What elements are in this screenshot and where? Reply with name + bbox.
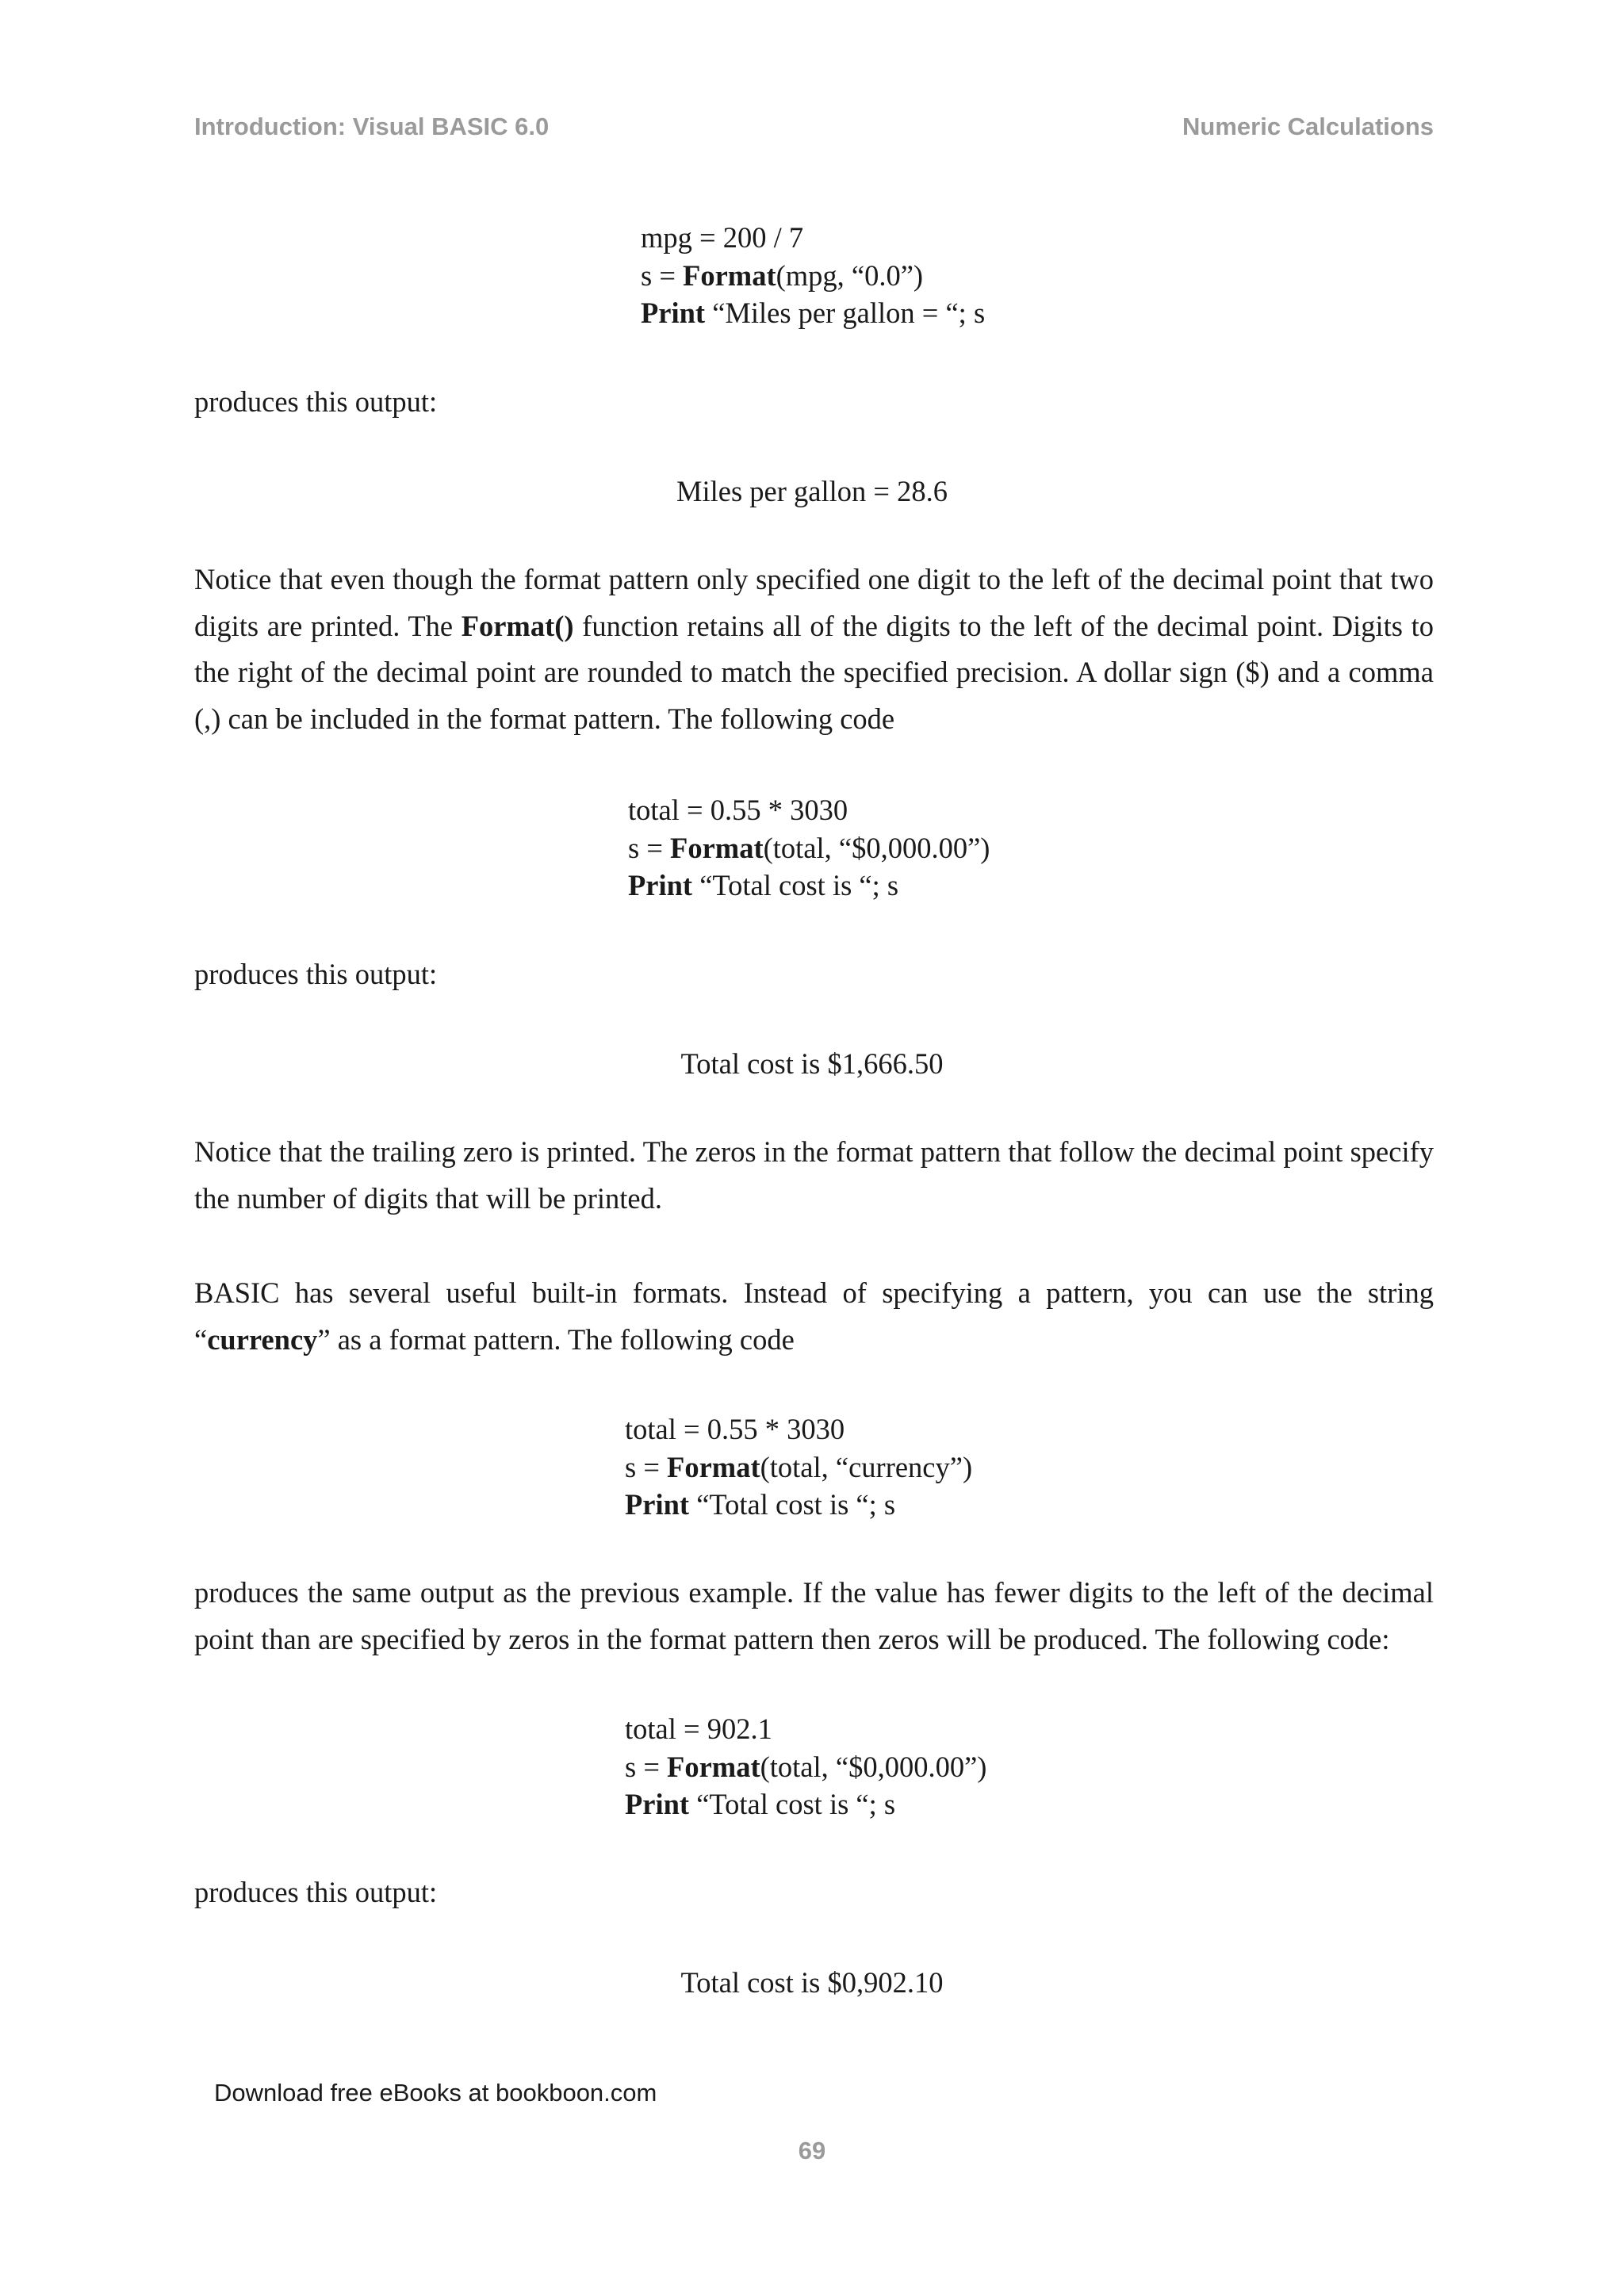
paragraph: Notice that even though the format pattern only specified one digit to the left of the decimal point that two digits are printed. The Format() function retains all of the digits to the left of the decimal point. Digits to the right of the decimal point are rounded to match the specified precision. A dollar sign ($) and a comma (,) can be included in the format pattern. The following code (194, 563, 1434, 735)
code-line: total = 0.55 * 3030 (625, 1413, 845, 1445)
code-line: Print “Miles per gallon = “; s (641, 297, 986, 329)
page-number: 69 (798, 2137, 826, 2164)
output-line-3: Total cost is $0,902.10 (680, 1966, 944, 1999)
paragraph: produces this output: (194, 1876, 438, 1908)
code-line: Print “Total cost is “; s (625, 1488, 896, 1521)
code-line: total = 902.1 (625, 1712, 772, 1745)
output-line-2: Total cost is $1,666.50 (680, 1047, 944, 1080)
running-header (194, 113, 1434, 151)
paragraph: produces this output: (194, 385, 438, 418)
code-line: mpg = 200 / 7 (641, 221, 804, 254)
code-block-3 (625, 1410, 972, 1524)
paragraph: Notice that the trailing zero is printed. The zeros in the format pattern that follow the decimal point specify the number of digits that will be printed. (194, 1135, 1434, 1215)
header-chapter-title: Numeric Calculations (1182, 113, 1434, 140)
code-line: s = Format(total, “$0,000.00”) (628, 831, 990, 864)
output-line-1: Miles per gallon = 28.6 (676, 475, 948, 507)
paragraph: produces this output: (194, 958, 438, 990)
paragraph: BASIC has several useful built-in formats. Instead of specifying a pattern, you can use the string “currency” as a format pattern. The following code (194, 1276, 1434, 1356)
code-line: total = 0.55 * 3030 (628, 794, 848, 826)
code-block-2 (628, 791, 990, 905)
code-line: Print “Total cost is “; s (628, 869, 899, 901)
download-link[interactable]: Download free eBooks at bookboon.com (214, 2079, 657, 2107)
code-block-1 (641, 219, 985, 332)
header-book-title: Introduction: Visual BASIC 6.0 (194, 113, 550, 140)
paragraph: produces the same output as the previous example. If the value has fewer digits to the left of the decimal point than are specified by zeros in the format pattern then zeros will be produced. The following code: (194, 1576, 1434, 1655)
code-line: s = Format(mpg, “0.0”) (641, 258, 924, 292)
code-line: s = Format(total, “currency”) (625, 1450, 973, 1483)
code-line: s = Format(total, “$0,000.00”) (625, 1750, 987, 1783)
code-line: Print “Total cost is “; s (625, 1788, 896, 1820)
code-block-4 (625, 1710, 986, 1823)
